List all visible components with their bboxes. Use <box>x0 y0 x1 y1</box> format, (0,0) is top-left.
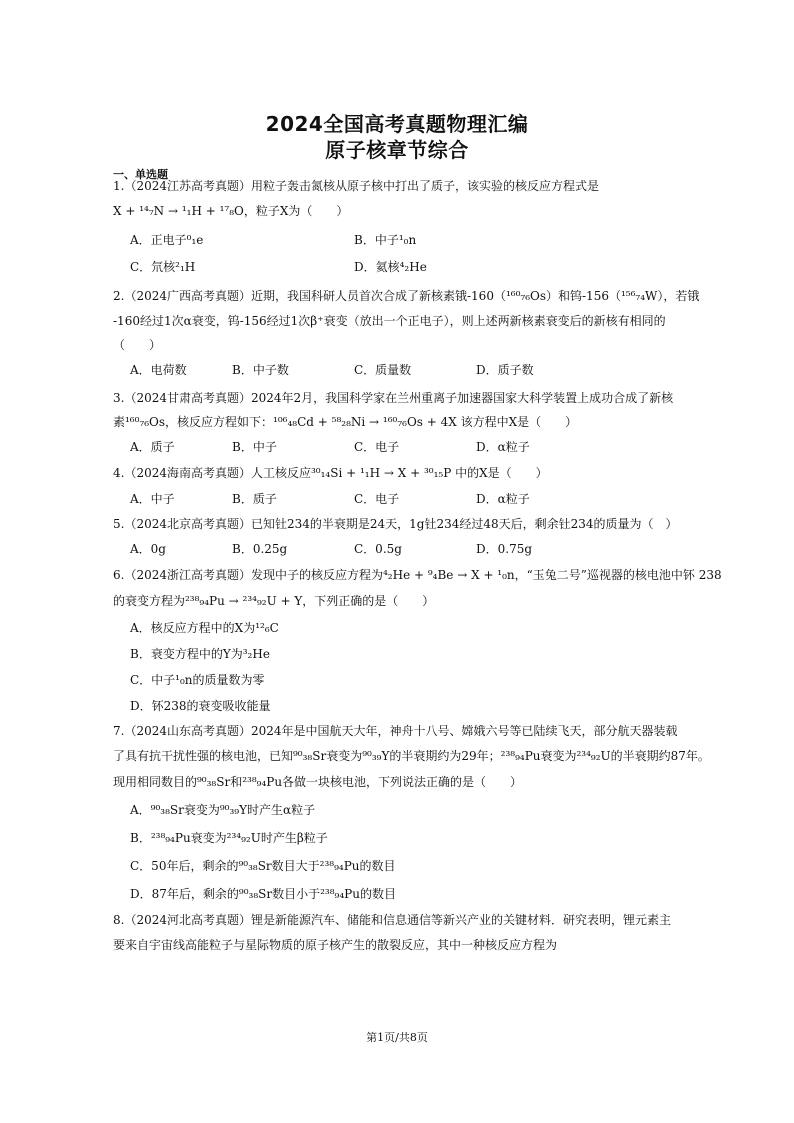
q3-option-b: B．中子 <box>232 440 277 454</box>
q1-option-a: A．正电子⁰₁e <box>130 233 204 247</box>
q1-option-c: C．氘核²₁H <box>130 260 196 274</box>
q6-option-b: B．衰变方程中的Y为³₂He <box>130 647 270 661</box>
q7-option-b: B．²³⁸₉₄Pu衰变为²³⁴₉₂U时产生β粒子 <box>130 831 328 845</box>
q6-option-c: C．中子¹₀n的质量数为零 <box>130 673 265 687</box>
q6-option-a: A．核反应方程中的X为¹²₆C <box>130 621 279 635</box>
q2-option-c: C．质量数 <box>354 363 412 377</box>
q4-stem-line1: 4.（2024海南高考真题）人工核反应³⁰₁₄Si + ¹₁H → X + ³⁰₁₅P 中的X是（ ） <box>113 466 548 480</box>
q7-stem-line3: 现用相同数目的⁹⁰₃₈Sr和²³⁸₉₄Pu各做一块核电池，下列说法正确的是（ ） <box>113 775 523 789</box>
q6-stem-line2: 的衰变方程为²³⁸₉₄Pu → ²³⁴₉₂U + Y，下列正确的是（ ） <box>113 594 435 608</box>
q2-option-a: A．电荷数 <box>130 363 187 377</box>
q2-option-b: B．中子数 <box>232 363 289 377</box>
q6-stem-line1: 6.（2024浙江高考真题）发现中子的核反应方程为⁴₂He + ⁹₄Be → X + ¹₀n，“玉兔二号”巡视器的核电池中钚 238 <box>113 568 722 582</box>
q3-option-a: A．质子 <box>130 440 175 454</box>
q3-stem-line2: 素¹⁶⁰₇₆Os，核反应方程如下：¹⁰⁶₄₈Cd + ⁵⁸₂₈Ni → ¹⁶⁰₇₆Os + 4X 该方程中X是（ ） <box>113 415 578 429</box>
q7-option-d: D．87年后，剩余的⁹⁰₃₈Sr数目小于²³⁸₉₄Pu的数目 <box>130 887 396 901</box>
q7-stem-line2: 了具有抗干扰性强的核电池，已知⁹⁰₃₈Sr衰变为⁹⁰₃₉Y的半衰期约为29年；²³⁸₉₄Pu衰变为²³⁴₉₂U的半衰期约87年。 <box>113 749 710 763</box>
q4-option-c: C．电子 <box>354 492 400 506</box>
q1-option-d: D．氦核⁴₂He <box>354 260 427 274</box>
q7-option-c: C．50年后，剩余的⁹⁰₃₈Sr数目大于²³⁸₉₄Pu的数目 <box>130 859 396 873</box>
q4-option-d: D．α粒子 <box>476 492 530 506</box>
q2-stem-line2: -160经过1次α衰变，钨-156经过1次β⁺衰变（放出一个正电子），则上述两新核素衰变后的新核有相同的 <box>113 314 666 328</box>
q3-option-c: C．电子 <box>354 440 400 454</box>
q4-option-a: A．中子 <box>130 492 175 506</box>
q2-option-d: D．质子数 <box>476 363 534 377</box>
q4-option-b: B．质子 <box>232 492 277 506</box>
q5-option-a: A．0g <box>130 542 166 556</box>
q6-option-d: D．钚238的衰变吸收能量 <box>130 699 271 713</box>
q7-option-a: A．⁹⁰₃₈Sr衰变为⁹⁰₃₉Y时产生α粒子 <box>130 803 316 817</box>
q7-stem-line1: 7.（2024山东高考真题）2024年是中国航天大年，神舟十八号、嫦娥六号等已陆续飞天，部分航天器装载 <box>113 724 678 738</box>
document-title: 2024全国高考真题物理汇编 <box>265 112 529 136</box>
q5-option-c: C．0.5g <box>354 542 402 556</box>
section-heading: 一、单选题 <box>113 168 168 181</box>
page-number-footer: 第1页/共8页 <box>366 1031 428 1044</box>
q3-stem-line1: 3.（2024甘肃高考真题）2024年2月，我国科学家在兰州重离子加速器国家大科学装置上成功合成了新核 <box>113 391 674 405</box>
q8-stem-line2: 要来自宇宙线高能粒子与星际物质的原子核产生的散裂反应，其中一种核反应方程为 <box>113 938 558 952</box>
q3-option-d: D．α粒子 <box>476 440 530 454</box>
q5-option-d: D．0.75g <box>476 542 533 556</box>
q1-option-b: B．中子¹₀n <box>354 233 417 247</box>
q5-option-b: B．0.25g <box>232 542 288 556</box>
q1-stem-line1: 1.（2024江苏高考真题）用粒子轰击氮核从原子核中打出了质子，该实验的核反应方程式是 <box>113 179 599 193</box>
q8-stem-line1: 8.（2024河北高考真题）锂是新能源汽车、储能和信息通信等新兴产业的关键材料．研究表明，锂元素主 <box>113 913 671 927</box>
q2-stem-line1: 2.（2024广西高考真题）近期，我国科研人员首次合成了新核素锇-160（¹⁶⁰₇₆Os）和钨-156（¹⁵⁶₇₄W），若锇 <box>113 289 700 303</box>
q2-stem-line3: （ ） <box>113 338 162 352</box>
q5-stem-line1: 5.（2024北京高考真题）已知钍234的半衰期是24天，1g钍234经过48天后，剩余钍234的质量为（ ） <box>113 517 678 531</box>
document-subtitle: 原子核章节综合 <box>325 138 469 162</box>
q1-stem-line2: X + ¹⁴₇N → ¹₁H + ¹⁷₈O，粒子X为（ ） <box>113 204 349 218</box>
